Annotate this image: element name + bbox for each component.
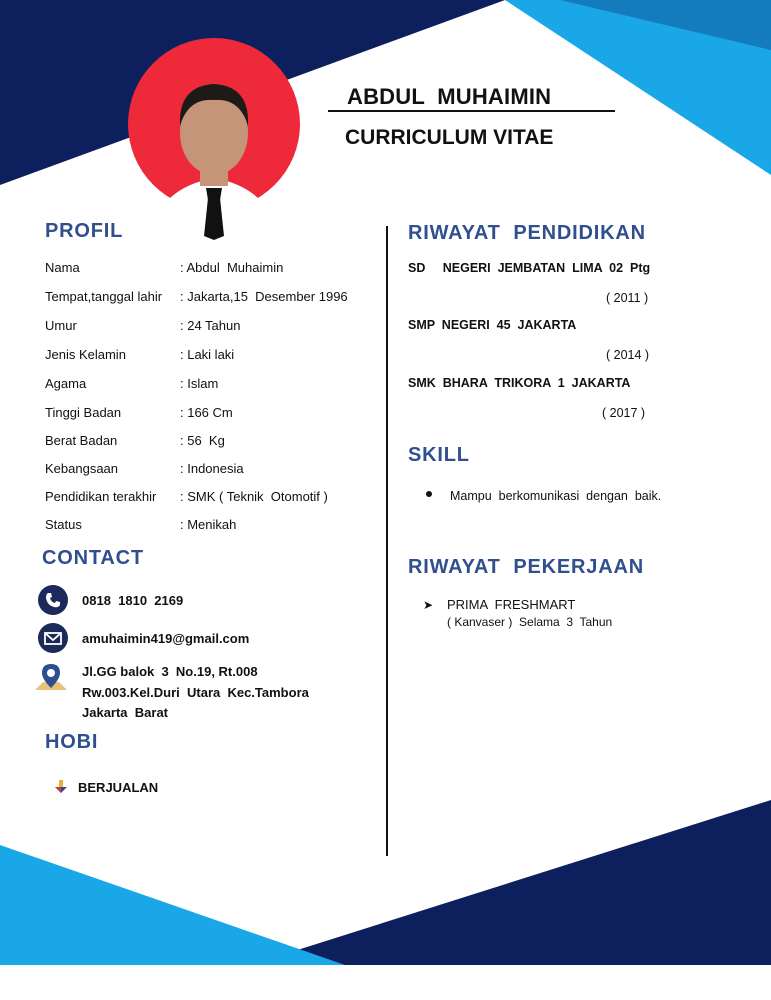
- profile-value: : Abdul Muhaimin: [180, 260, 284, 275]
- location-icon: [33, 660, 69, 701]
- profile-label: Nama: [45, 260, 80, 275]
- column-divider: [386, 226, 388, 856]
- work-heading: RIWAYAT PEKERJAAN: [408, 556, 644, 578]
- profile-value: : Jakarta,15 Desember 1996: [180, 289, 348, 304]
- email-icon: [38, 623, 68, 653]
- profile-value: : 56 Kg: [180, 433, 225, 448]
- profile-value: : Indonesia: [180, 461, 244, 476]
- phone-icon: [38, 585, 68, 615]
- education-year: ( 2011 ): [606, 291, 649, 305]
- email-address: amuhaimin419@gmail.com: [82, 631, 250, 646]
- title-underline: [328, 110, 615, 112]
- profile-value: : Islam: [180, 376, 219, 391]
- hobby-item: BERJUALAN: [78, 780, 159, 795]
- education-heading: RIWAYAT PENDIDIKAN: [408, 222, 646, 244]
- hobby-heading: HOBI: [45, 731, 99, 753]
- arrow-bullet-icon: ➤: [423, 598, 434, 612]
- education-year: ( 2017 ): [602, 406, 646, 420]
- skill-item: Mampu berkomunikasi dengan baik.: [450, 489, 662, 503]
- profile-value: : 166 Cm: [180, 405, 233, 420]
- profile-value: : 24 Tahun: [180, 318, 241, 333]
- work-company: PRIMA FRESHMART: [447, 597, 576, 612]
- profile-label: Tinggi Badan: [45, 405, 122, 420]
- profile-label: Status: [45, 517, 82, 532]
- profile-value: : Menikah: [180, 517, 237, 532]
- arrow-bullet-icon: [55, 780, 67, 799]
- education-school: SMP NEGERI 45 JAKARTA: [408, 318, 577, 332]
- education-year: ( 2014 ): [606, 348, 650, 362]
- profile-value: : Laki laki: [180, 347, 235, 362]
- profile-photo: [128, 38, 300, 240]
- skill-heading: SKILL: [408, 444, 470, 466]
- profile-label: Kebangsaan: [45, 461, 119, 476]
- address-line-2: Rw.003.Kel.Duri Utara Kec.Tambora: [82, 685, 309, 700]
- person-name: ABDUL MUHAIMIN: [347, 84, 552, 109]
- document-title: CURRICULUM VITAE: [345, 126, 554, 149]
- address-line-3: Jakarta Barat: [82, 705, 168, 720]
- skill-bullet: [426, 491, 432, 497]
- work-detail: ( Kanvaser ) Selama 3 Tahun: [447, 615, 613, 629]
- profile-label: Pendidikan terakhir: [45, 489, 157, 504]
- profile-label: Agama: [45, 376, 87, 391]
- phone-number: 0818 1810 2169: [82, 593, 184, 608]
- education-school: SMK BHARA TRIKORA 1 JAKARTA: [408, 376, 631, 390]
- contact-heading: CONTACT: [42, 547, 144, 569]
- profile-label: Umur: [45, 318, 77, 333]
- profile-label: Berat Badan: [45, 433, 118, 448]
- profile-label: Jenis Kelamin: [45, 347, 126, 362]
- address-line-1: Jl.GG balok 3 No.19, Rt.008: [82, 664, 258, 679]
- profile-label: Tempat,tanggal lahir: [45, 289, 163, 304]
- education-school: SD NEGERI JEMBATAN LIMA 02 Ptg: [408, 261, 651, 275]
- profile-value: : SMK ( Teknik Otomotif ): [180, 489, 328, 504]
- profile-heading: PROFIL: [45, 220, 124, 242]
